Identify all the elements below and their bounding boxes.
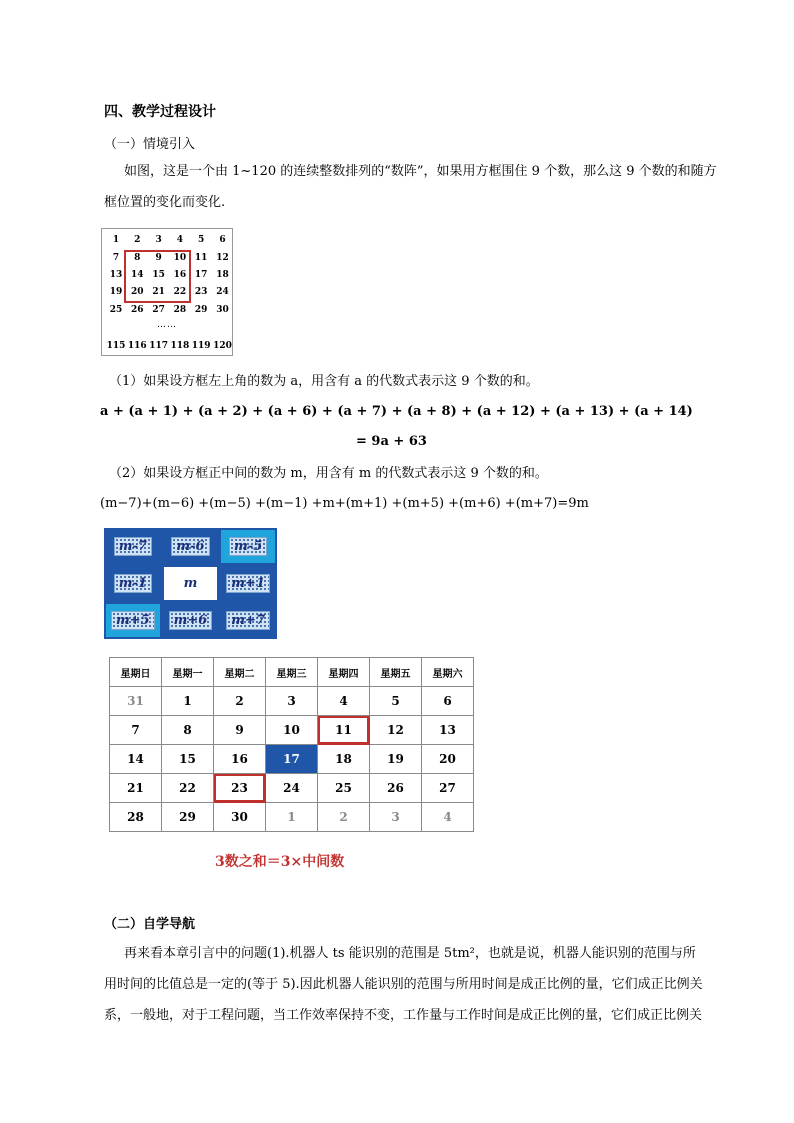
- calendar-day-cell: 27: [422, 774, 474, 803]
- number-array-cell: 17: [194, 270, 208, 280]
- number-array-ellipsis: ……: [157, 320, 177, 330]
- m-grid-label: m+1: [226, 574, 270, 593]
- calendar-row: [110, 716, 474, 745]
- number-array-cell: 12: [216, 253, 229, 263]
- number-array-cell: 118: [170, 341, 190, 351]
- m-grid-label: m+7: [226, 611, 270, 630]
- selection-frame: [124, 250, 191, 303]
- m-grid-cell: [106, 530, 160, 563]
- calendar-day-cell: 6: [422, 687, 474, 716]
- subsection-2-title: （二）自学导航: [104, 917, 196, 932]
- number-array-cell: 24: [216, 287, 229, 297]
- q1-expression-line-2: = 9a + 63: [356, 434, 427, 449]
- calendar-day-cell: 23: [214, 774, 266, 803]
- m-grid-cell: [164, 567, 218, 600]
- number-array-cell: 27: [152, 305, 165, 315]
- calendar-day-cell: 5: [370, 687, 422, 716]
- calendar-day-cell: 28: [110, 803, 162, 832]
- calendar-day-cell: 3: [266, 687, 318, 716]
- number-array-cell: 11: [194, 253, 208, 263]
- calendar-day-cell: 29: [162, 803, 214, 832]
- number-array-cell: 16: [173, 270, 187, 280]
- number-array-cell: 14: [131, 270, 144, 280]
- calendar-day-cell: 7: [110, 716, 162, 745]
- calendar-header-cell: 星期五: [370, 658, 422, 687]
- calendar-day-cell: 3: [370, 803, 422, 832]
- calendar-note: 3数之和＝3×中间数: [215, 854, 345, 870]
- number-array-cell: 10: [173, 253, 187, 263]
- calendar-day-cell: 8: [162, 716, 214, 745]
- calendar-day-cell: 12: [370, 716, 422, 745]
- calendar-header-cell: 星期一: [162, 658, 214, 687]
- number-array-cell: 20: [131, 287, 144, 297]
- calendar-day-cell: 4: [318, 687, 370, 716]
- calendar-row: [110, 803, 474, 832]
- number-array-cell: 18: [216, 270, 229, 280]
- number-array-cell: 26: [131, 305, 144, 315]
- q2-expression: (m−7)+(m−6) +(m−5) +(m−1) +m+(m+1) +(m+5) +(m+6) +(m+7)=9m: [100, 496, 589, 511]
- number-array-cell: 19: [109, 287, 123, 297]
- number-array-cell: 7: [112, 253, 120, 263]
- calendar-day-cell: 1: [162, 687, 214, 716]
- calendar-day-cell: 11: [318, 716, 370, 745]
- calendar-header-cell: 星期三: [266, 658, 318, 687]
- number-array-cell: 22: [173, 287, 187, 297]
- calendar-row: [110, 687, 474, 716]
- number-array-cell: 8: [134, 253, 141, 263]
- calendar-header-cell: 星期二: [214, 658, 266, 687]
- m-grid-label: m-7: [114, 537, 152, 556]
- calendar-header-cell: 星期日: [110, 658, 162, 687]
- number-array-cell: 4: [176, 235, 184, 245]
- calendar-table: [109, 657, 474, 832]
- calendar-day-cell: 16: [214, 745, 266, 774]
- number-array-cell: 120: [213, 341, 232, 351]
- calendar-day-cell: 18: [318, 745, 370, 774]
- number-array-cell: 119: [191, 341, 211, 351]
- m-grid-cell: [221, 530, 275, 563]
- calendar-day-cell: 31: [110, 687, 162, 716]
- number-array-cell: 21: [152, 287, 165, 297]
- calendar-day-cell: 21: [110, 774, 162, 803]
- calendar-day-cell: 2: [214, 687, 266, 716]
- calendar-day-cell: 26: [370, 774, 422, 803]
- number-array-figure: [101, 228, 233, 356]
- number-array-cell: 116: [127, 341, 147, 351]
- m-grid-cell: [221, 567, 275, 600]
- calendar-row: [110, 774, 474, 803]
- intro-line-1: 如图，这是一个由 1~120 的连续整数排列的“数阵”，如果用方框围住 9 个数，那么这 9 个数的和随方: [124, 164, 717, 179]
- calendar-day-cell: 20: [422, 745, 474, 774]
- calendar-day-cell: 15: [162, 745, 214, 774]
- number-array-cell: 5: [198, 235, 205, 245]
- calendar-day-cell: 22: [162, 774, 214, 803]
- paragraph-line-3: 系，一般地，对于工程问题，当工作效率保持不变，工作量与工作时间是成正比例的量，它们成正比例关: [104, 1008, 703, 1023]
- question-1: （1）如果设方框左上角的数为 a，用含有 a 的代数式表示这 9 个数的和。: [109, 374, 539, 389]
- calendar-day-cell: 1: [266, 803, 318, 832]
- number-array-cell: 115: [106, 341, 126, 351]
- number-array-cell: 30: [216, 305, 229, 315]
- calendar-header-cell: 星期六: [422, 658, 474, 687]
- m-grid-cell: [106, 567, 160, 600]
- m-grid-label: m: [183, 576, 198, 591]
- m-grid-label: m+6: [169, 611, 213, 630]
- calendar-header-cell: 星期四: [318, 658, 370, 687]
- m-grid-cell: [164, 604, 218, 637]
- paragraph-line-2: 用时间的比值总是一定的(等于 5).因此机器人能识别的范围与所用时间是成正比例的量，它们成正比例关: [104, 977, 703, 992]
- m-grid-cell: [106, 604, 160, 637]
- calendar-day-cell: 10: [266, 716, 318, 745]
- m-grid-label: m-1: [114, 574, 152, 593]
- subsection-1-title: （一）情境引入: [104, 137, 196, 152]
- number-array-cell: 117: [149, 341, 168, 351]
- calendar-day-cell: 30: [214, 803, 266, 832]
- intro-line-2: 框位置的变化而变化.: [104, 195, 226, 210]
- calendar-row: [110, 745, 474, 774]
- number-array-cell: 1: [112, 235, 120, 245]
- number-array-cell: 2: [134, 235, 141, 245]
- number-array-cell: 25: [109, 305, 123, 315]
- number-array-cell: 3: [155, 235, 162, 245]
- calendar-header-row: [110, 658, 474, 687]
- m-grid-label: m+5: [111, 611, 155, 630]
- number-array-cell: 9: [155, 253, 162, 263]
- calendar-day-cell: 4: [422, 803, 474, 832]
- m-grid-cell: [221, 604, 275, 637]
- m-grid-label: m-5: [229, 537, 267, 556]
- m-grid-label: m-6: [171, 537, 209, 556]
- question-2: （2）如果设方框正中间的数为 m，用含有 m 的代数式表示这 9 个数的和。: [109, 466, 548, 481]
- paragraph-line-1: 再来看本章引言中的问题(1).机器人 ts 能识别的范围是 5tm²，也就是说，机器人能识别的范围与所: [124, 946, 696, 961]
- calendar-day-cell: 19: [370, 745, 422, 774]
- calendar-day-cell: 17: [266, 745, 318, 774]
- number-array-cell: 13: [109, 270, 123, 280]
- calendar-day-cell: 13: [422, 716, 474, 745]
- calendar-day-cell: 9: [214, 716, 266, 745]
- number-array-cell: 28: [173, 305, 187, 315]
- q1-expression-line-1: a + (a + 1) + (a + 2) + (a + 6) + (a + 7) + (a + 8) + (a + 12) + (a + 13) + (a + 14): [100, 404, 693, 419]
- calendar-day-cell: 25: [318, 774, 370, 803]
- calendar-day-cell: 14: [110, 745, 162, 774]
- number-array-cell: 29: [194, 305, 208, 315]
- number-array-cell: 15: [152, 270, 165, 280]
- number-array-cell: 6: [219, 235, 226, 245]
- calendar-day-cell: 2: [318, 803, 370, 832]
- calendar-day-cell: 24: [266, 774, 318, 803]
- m-grid-cell: [164, 530, 218, 563]
- number-array-cell: 23: [194, 287, 208, 297]
- m-grid-figure: [104, 528, 277, 639]
- section-title: 四、教学过程设计: [104, 104, 216, 120]
